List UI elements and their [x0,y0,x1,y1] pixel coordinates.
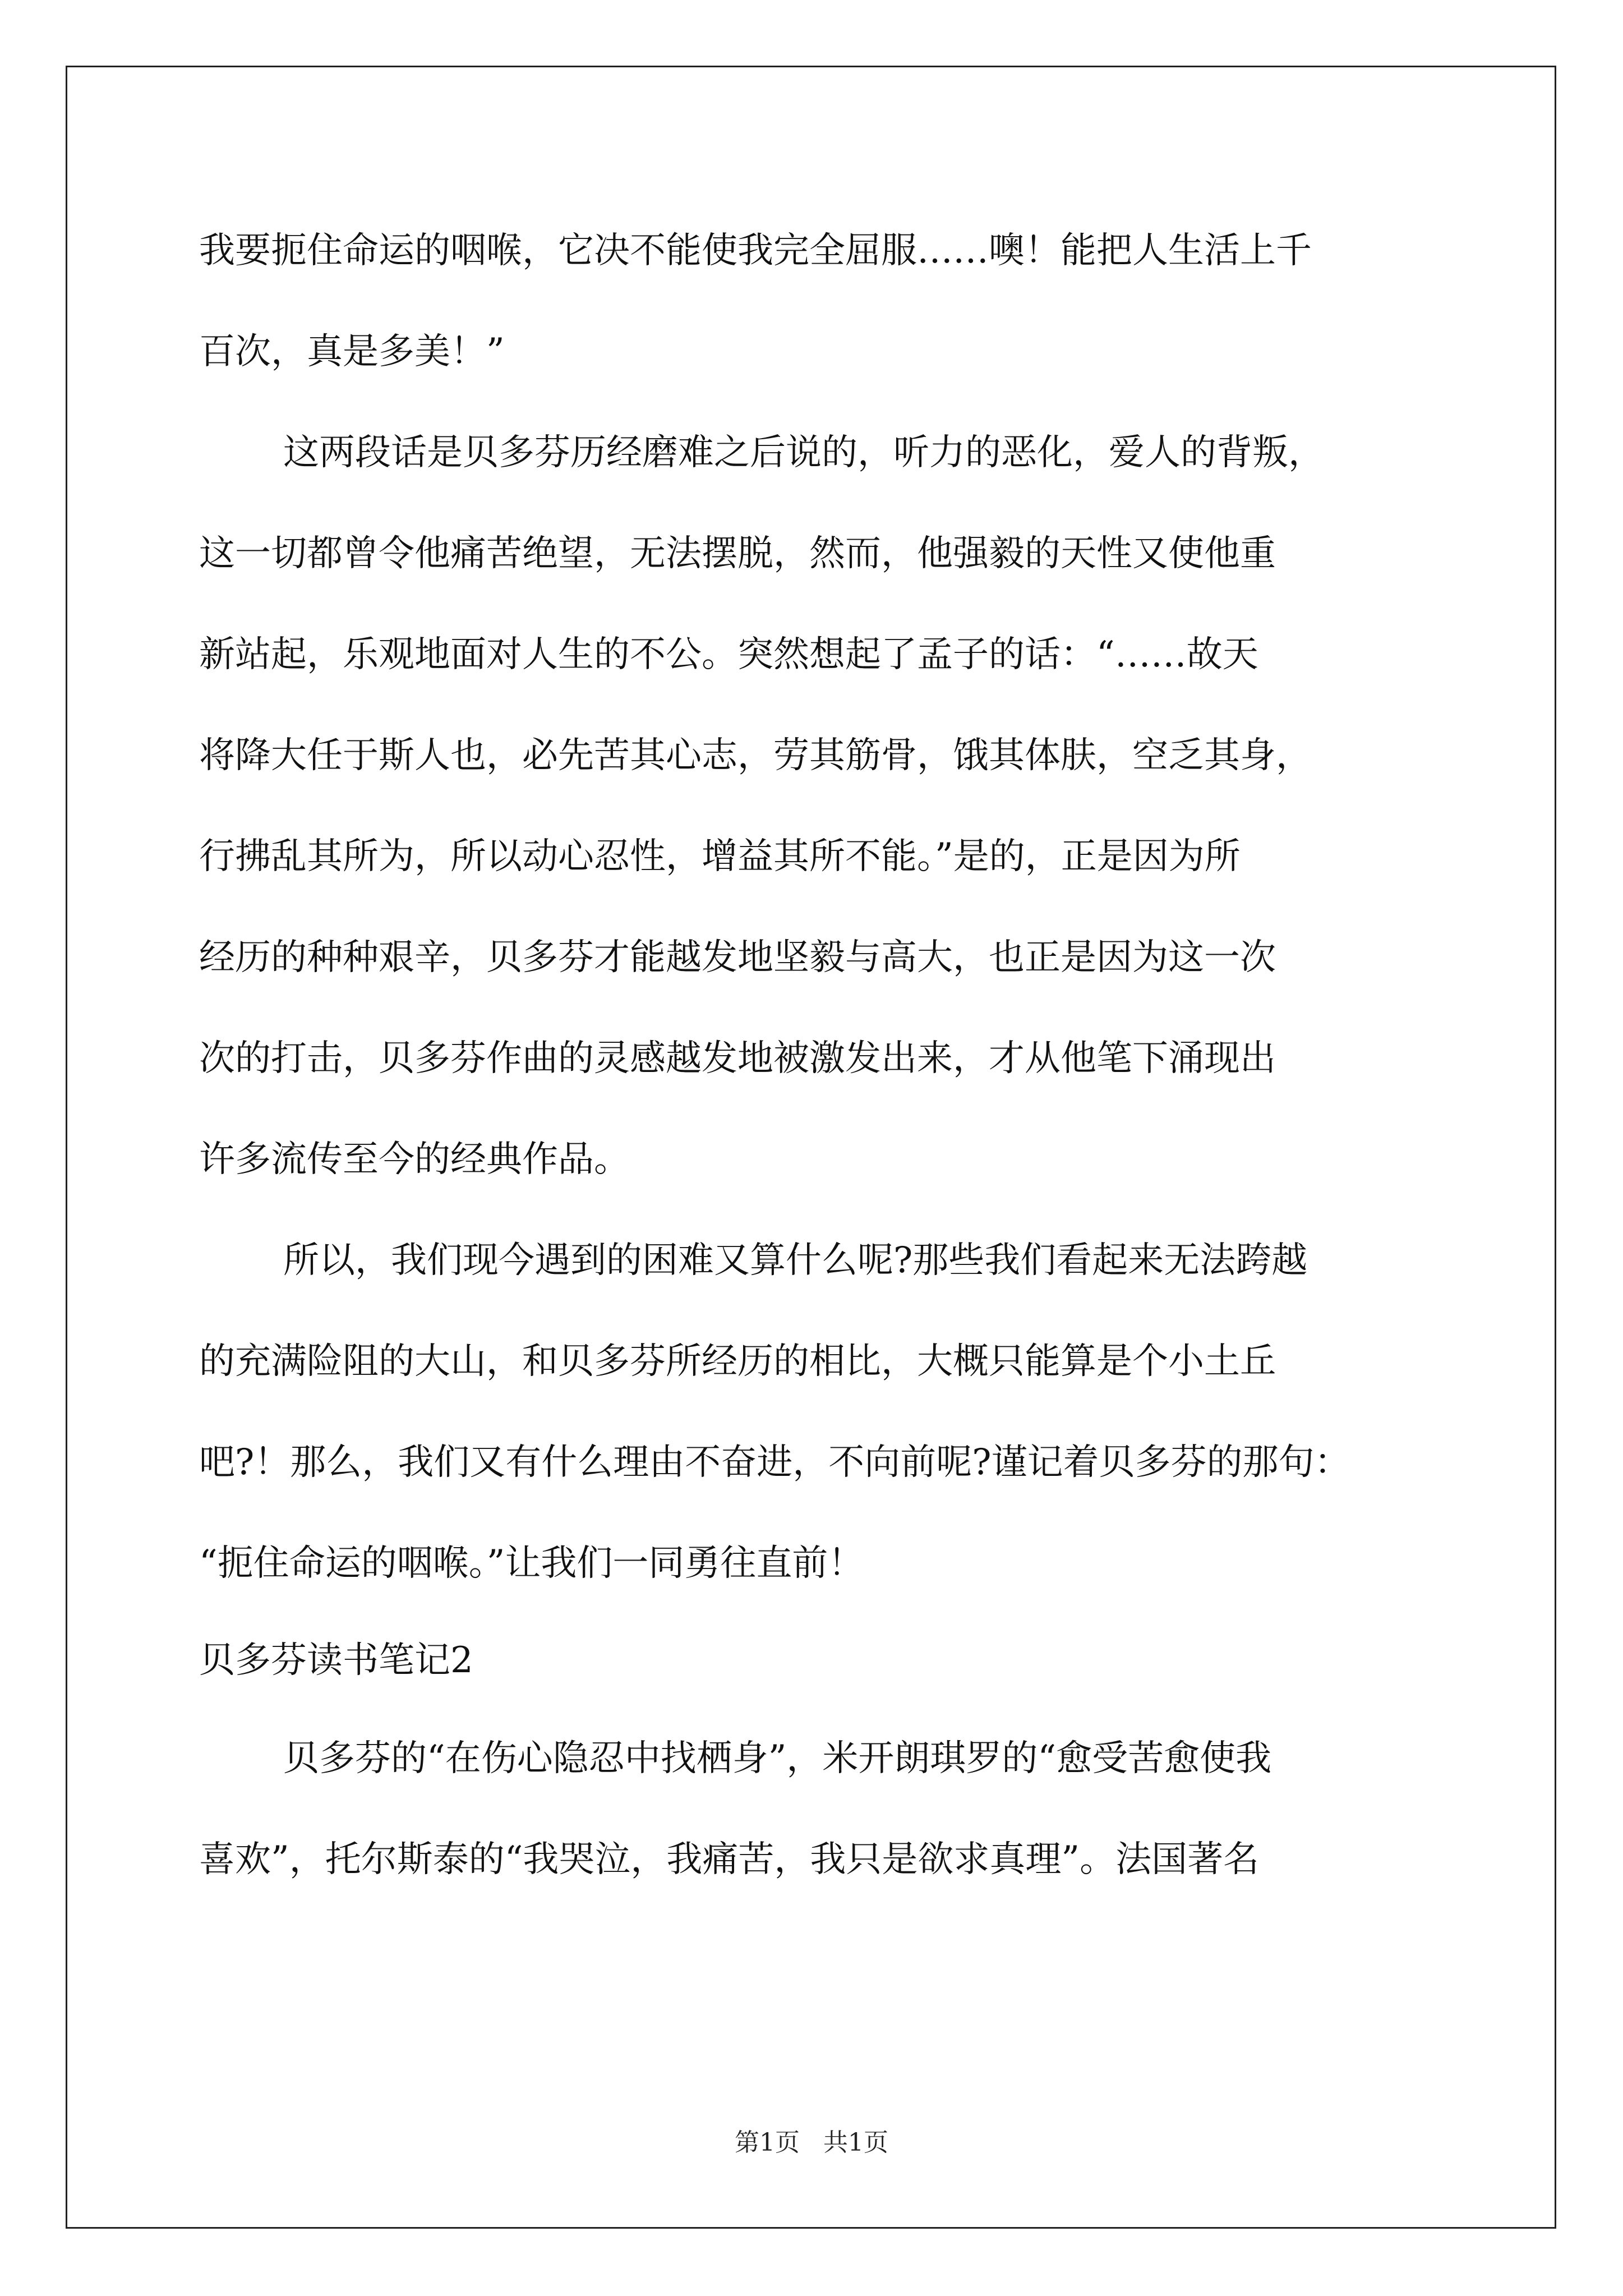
text-line: 这一切都曾令他痛苦绝望，无法摆脱，然而，他强毅的天性又使他重 [199,533,1276,574]
paragraph-start-line: 贝多芬的“在伤心隐忍中找栖身”，米开朗琪罗的“愈受苦愈使我 [283,1738,1272,1779]
paragraph-start-line: 这两段话是贝多芬历经磨难之后说的，听力的恶化，爱人的背叛， [283,432,1324,473]
paragraph-start-line: 所以，我们现今遇到的困难又算什么呢?那些我们看起来无法跨越 [283,1240,1308,1281]
text-line: 我要扼住命运的咽喉，它决不能使我完全屈服……噢！能把人生活上千 [199,230,1312,272]
text-line: “扼住命运的咽喉。”让我们一同勇往直前！ [199,1543,864,1584]
text-line: 新站起，乐观地面对人生的不公。突然想起了孟子的话：“……故天 [199,634,1258,675]
text-line: 次的打击，贝多芬作曲的灵感越发地被激发出来，才从他笔下涌现出 [199,1038,1276,1079]
text-line: 吧?！那么，我们又有什么理由不奋进，不向前呢?谨记着贝多芬的那句： [199,1442,1350,1483]
text-line: 行拂乱其所为，所以动心忍性，增益其所不能。”是的，正是因为所 [199,836,1241,877]
page-footer: 第1页 共1页 [735,2128,888,2157]
text-line: 的充满险阻的大山，和贝多芬所经历的相比，大概只能算是个小土丘 [199,1341,1276,1382]
text-line: 将降大任于斯人也，必先苦其心志，劳其筋骨，饿其体肤，空乏其身， [199,735,1312,776]
section-heading: 贝多芬读书笔记2 [199,1640,473,1681]
text-line: 百次，真是多美！” [199,331,505,372]
text-line: 经历的种种艰辛，贝多芬才能越发地坚毅与高大，也正是因为这一次 [199,937,1276,978]
text-line: 喜欢”，托尔斯泰的“我哭泣，我痛苦，我只是欲求真理”。法国著名 [199,1839,1260,1880]
text-line: 许多流传至今的经典作品。 [199,1139,630,1180]
